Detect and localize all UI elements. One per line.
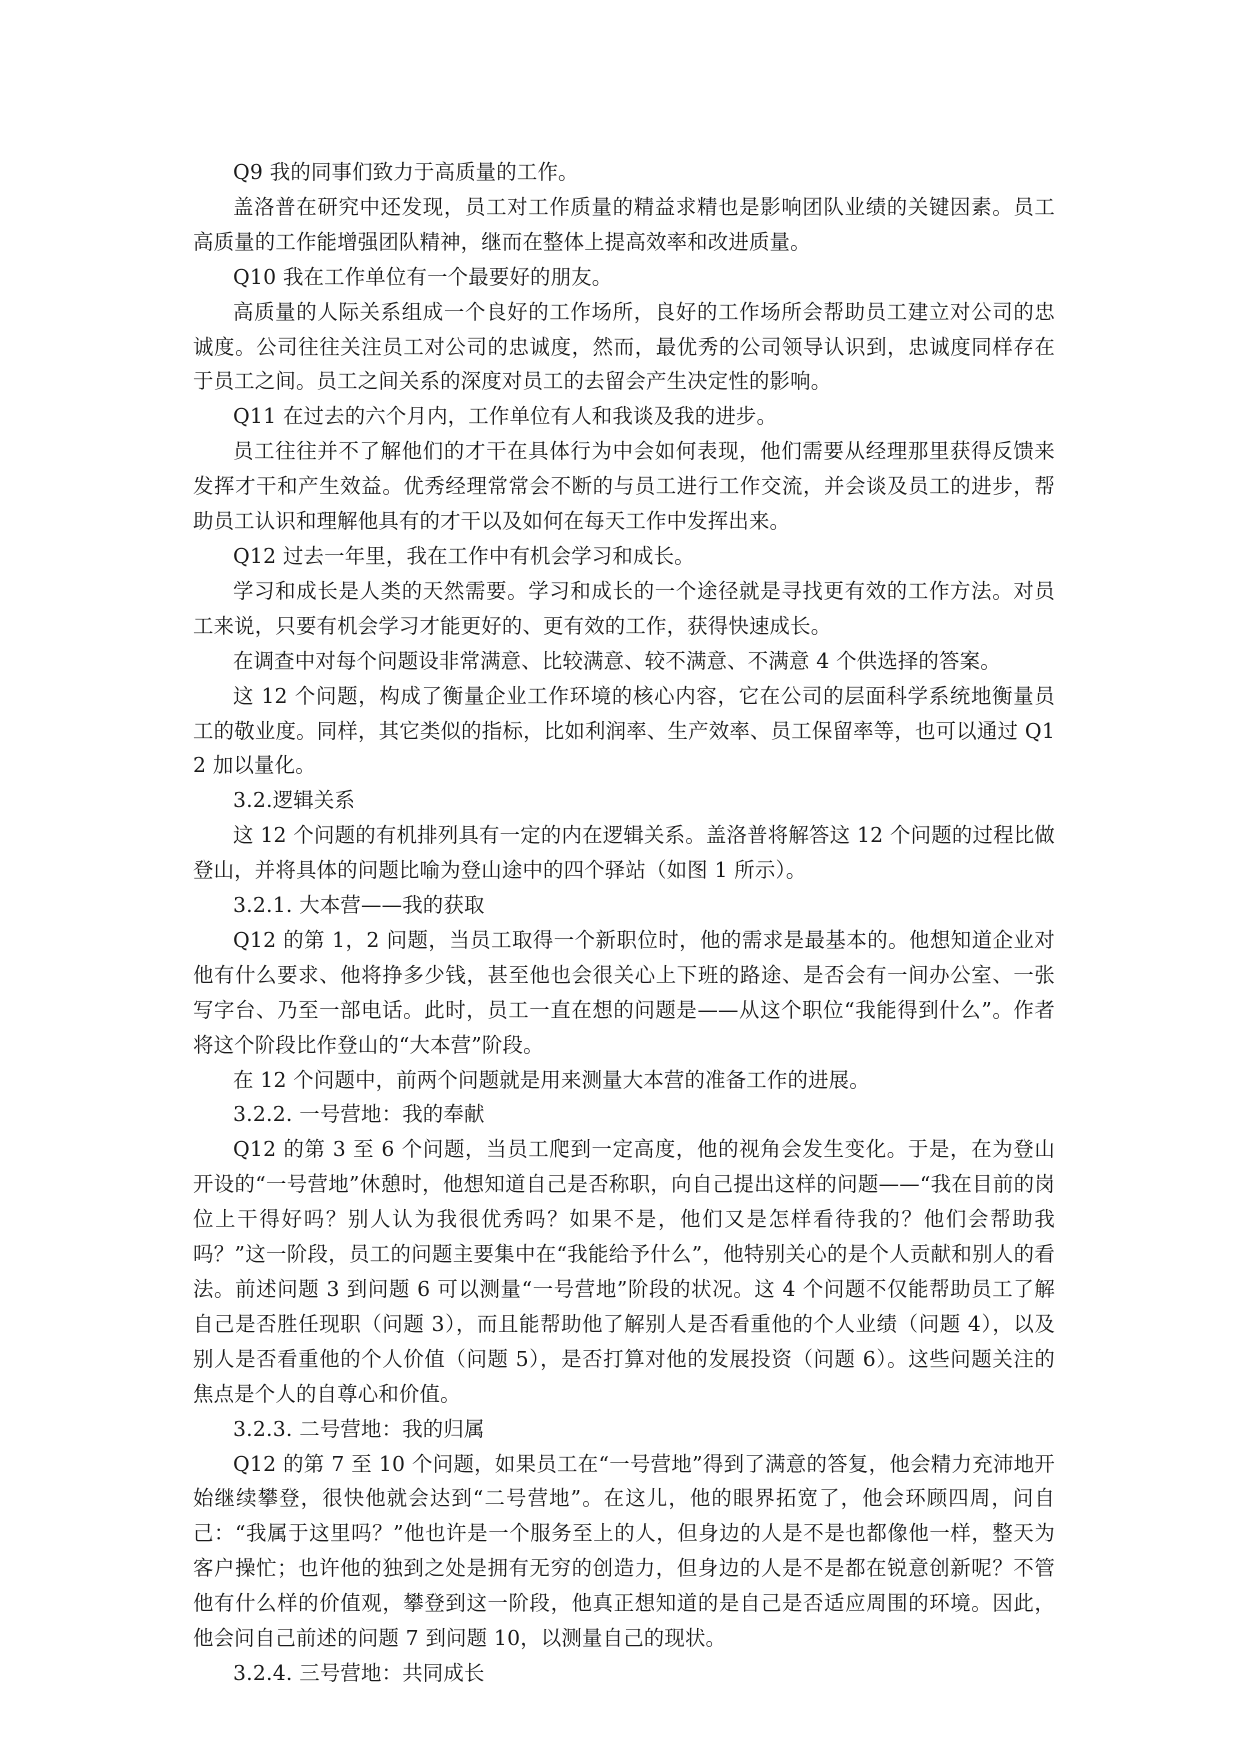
body-text bbox=[193, 155, 1055, 1691]
section-heading: 3.2.逻辑关系 bbox=[233, 788, 356, 813]
paragraph: 这 12 个问题，构成了衡量企业工作环境的核心内容，它在公司的层面科学系统地衡量员工的敬业度。同样，其它类似的指标，比如利润率、生产效率、员工保留率等，也可以通过 Q12 加以量化。 bbox=[193, 683, 1055, 778]
paragraph: Q12 的第 1，2 问题，当员工取得一个新职位时，他的需求是最基本的。他想知道企业对他有什么要求、他将挣多少钱，甚至他也会很关心上下班的路途、是否会有一间办公室、一张写字台、乃至一部电话。此时，员工一直在想的问题是——从这个职位“我能得到什么”。作者将这个阶段比作登山的“大本营”阶段。 bbox=[193, 927, 1055, 1057]
paragraph: 高质量的人际关系组成一个良好的工作场所，良好的工作场所会帮助员工建立对公司的忠诚度。公司往往关注员工对公司的忠诚度，然而，最优秀的公司领导认识到，忠诚度同样存在于员工之间。员工之间关系的深度对员工的去留会产生决定性的影响。 bbox=[193, 299, 1055, 394]
paragraph: 学习和成长是人类的天然需要。学习和成长的一个途径就是寻找更有效的工作方法。对员工来说，只要有机会学习才能更好的、更有效的工作，获得快速成长。 bbox=[193, 578, 1055, 638]
subsection-heading: 3.2.3. 二号营地：我的归属 bbox=[233, 1416, 485, 1441]
paragraph: Q12 的第 3 至 6 个问题，当员工爬到一定高度，他的视角会发生变化。于是，在为登山开设的“一号营地”休憩时，他想知道自己是否称职，向自己提出这样的问题——“我在目前的岗位上干得好吗？别人认为我很优秀吗？如果不是，他们又是怎样看待我的？他们会帮助我吗？”这一阶段，员工的问题主要集中在“我能给予什么”，他特别关心的是个人贡献和别人的看法。前述问题 3 到问题 6 可以测量“一号营地”阶段的状况。这 4 个问题不仅能帮助员工了解自己是否胜任现职（问题 3），而且能帮助他了解别人是否看重他的个人业绩（问题 4），以及别人是否看重他的个人价值（问题 5），是否打算对他的发展投资（问题 6）。这些问题关注的焦点是个人的自尊心和价值。 bbox=[193, 1137, 1055, 1406]
question-q10: Q10 我在工作单位有一个最要好的朋友。 bbox=[233, 264, 613, 289]
question-q9: Q9 我的同事们致力于高质量的工作。 bbox=[233, 160, 579, 184]
paragraph: 在 12 个问题中，前两个问题就是用来测量大本营的准备工作的进展。 bbox=[233, 1067, 870, 1092]
paragraph: Q12 的第 7 至 10 个问题，如果员工在“一号营地”得到了满意的答复，他会精力充沛地开始继续攀登，很快他就会达到“二号营地”。在这儿，他的眼界拓宽了，他会环顾四周，问自己：“我属于这里吗？”他也许是一个服务至上的人，但身边的人是不是也都像他一样，整天为客户操忙；也许他的独到之处是拥有无穷的创造力，但身边的人是不是都在锐意创新呢？不管他有什么样的价值观，攀登到这一阶段，他真正想知道的是自己是否适应周围的环境。因此，他会问自己前述的问题 7 到问题 10，以测量自己的现状。 bbox=[193, 1451, 1055, 1651]
subsection-heading: 3.2.1. 大本营——我的获取 bbox=[233, 893, 485, 918]
question-q12: Q12 过去一年里，我在工作中有机会学习和成长。 bbox=[233, 543, 695, 568]
paragraph: 在调查中对每个问题设非常满意、比较满意、较不满意、不满意 4 个供选择的答案。 bbox=[233, 648, 1001, 673]
subsection-heading: 3.2.2. 一号营地：我的奉献 bbox=[233, 1102, 485, 1127]
subsection-heading: 3.2.4. 三号营地：共同成长 bbox=[233, 1660, 485, 1685]
question-q11: Q11 在过去的六个月内，工作单位有人和我谈及我的进步。 bbox=[233, 404, 778, 429]
paragraph: 员工往往并不了解他们的才干在具体行为中会如何表现，他们需要从经理那里获得反馈来发挥才干和产生效益。优秀经理常常会不断的与员工进行工作交流，并会谈及员工的进步，帮助员工认识和理解他具有的才干以及如何在每天工作中发挥出来。 bbox=[193, 439, 1055, 534]
paragraph: 这 12 个问题的有机排列具有一定的内在逻辑关系。盖洛普将解答这 12 个问题的过程比做登山，并将具体的问题比喻为登山途中的四个驿站（如图 1 所示）。 bbox=[193, 823, 1055, 883]
paragraph: 盖洛普在研究中还发现，员工对工作质量的精益求精也是影响团队业绩的关键因素。员工高质量的工作能增强团队精神，继而在整体上提高效率和改进质量。 bbox=[193, 194, 1055, 254]
